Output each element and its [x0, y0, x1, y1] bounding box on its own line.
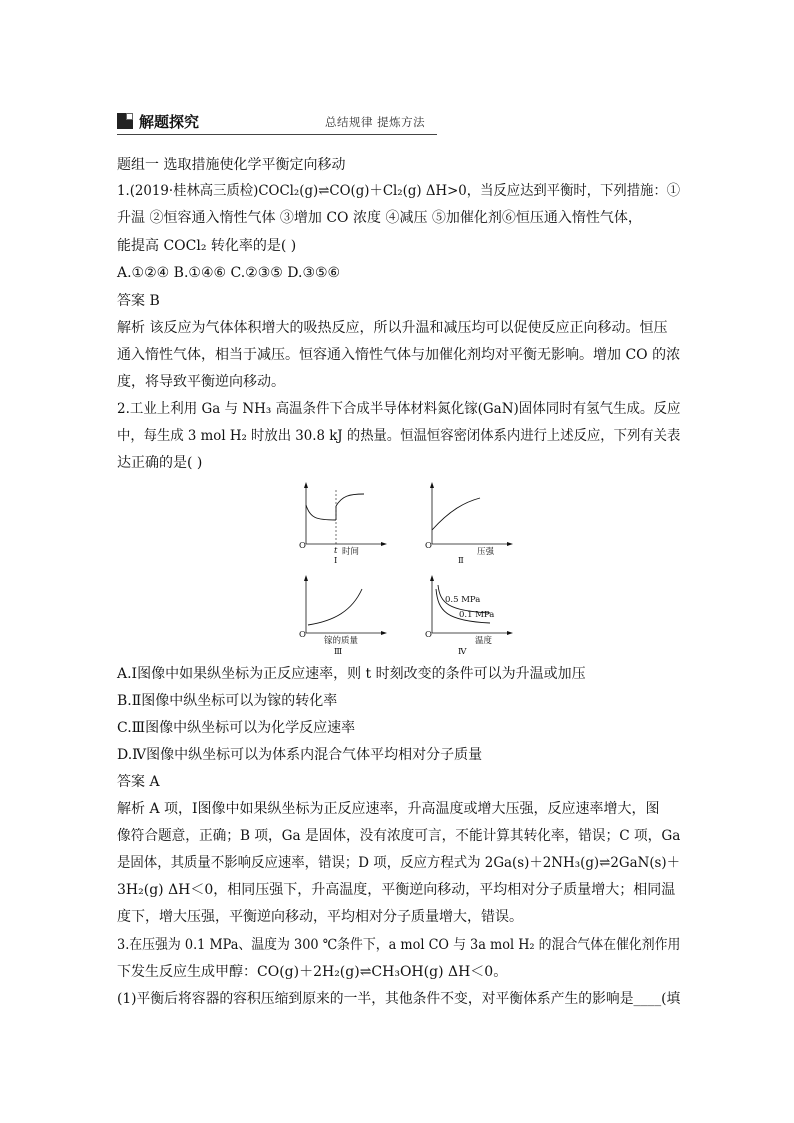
section-title: 解题探究: [139, 113, 200, 131]
section-square-icon: [117, 113, 133, 129]
q1-line-1: 1.(2019·桂林高三质检)COCl₂(g)⇌CO(g)＋Cl₂(g) ΔH>0，当反应达到平衡时，下列措施：①: [117, 183, 681, 199]
q2-option-d: D.Ⅳ图像中纵坐标可以为体系内混合气体平均相对分子质量: [117, 747, 483, 763]
q3-line-2: 下发生反应生成甲醇：CO(g)＋2H₂(g)⇌CH₃OH(g) ΔH＜0。: [117, 964, 508, 980]
q1-options: A.①②④ B.①④⑥ C.②③⑤ D.③⑤⑥: [117, 265, 341, 281]
f4-num: Ⅳ: [458, 647, 467, 657]
figure-4: [420, 573, 520, 662]
f1-x-arrow: [381, 542, 387, 546]
q2-option-b: B.Ⅱ图像中纵坐标可以为镓的转化率: [117, 693, 338, 709]
q2-line-3: 达正确的是( ): [117, 455, 203, 471]
q2-analysis-2: 像符合题意，正确；B 项，Ga 是固体，没有浓度可言，不能计算其转化率，错误；C 项，Ga: [117, 828, 681, 844]
q1-answer: 答案 B: [117, 293, 160, 309]
f2-x-arrow: [507, 542, 513, 546]
q1-analysis-3: 度，将导致平衡逆向移动。: [117, 374, 285, 390]
q1-analysis-1: 解析 该反应为气体体积增大的吸热反应，所以升温和减压均可以促使反应正向移动。恒压: [117, 320, 668, 336]
q2-analysis-1: 解析 A 项，Ⅰ图像中如果纵坐标为正反应速率，升高温度或增大压强，反应速率增大，图: [117, 801, 660, 817]
f3-y-arrow: [304, 575, 308, 581]
f1-t: t: [334, 546, 338, 556]
f2-num: Ⅱ: [458, 556, 464, 566]
f4-x-arrow: [507, 631, 513, 635]
f2-curve: [432, 498, 480, 530]
f4-y-arrow: [430, 575, 434, 581]
q2-line-2: 中，每生成 3 mol H₂ 时放出 30.8 kJ 的热量。恒温恒容密闭体系内进行上述反应，下列有关表: [117, 428, 681, 444]
f2-origin: O: [425, 541, 432, 551]
q2-option-c: C.Ⅲ图像中纵坐标可以为化学反应速率: [117, 720, 356, 736]
f3-xlabel: 镓的质量: [324, 636, 359, 646]
figure-1: [294, 480, 394, 569]
figure-3: [294, 573, 394, 662]
group-heading: 题组一 选取措施使化学平衡定向移动: [117, 157, 346, 173]
f1-num: Ⅰ: [334, 556, 338, 566]
q2-line-1: 2.工业上利用 Ga 与 NH₃ 高温条件下合成半导体材料氮化镓(GaN)固体同时有氢气生成。反应: [117, 401, 681, 417]
f3-x-arrow: [381, 631, 387, 635]
q1-line-2: 升温 ②恒容通入惰性气体 ③增加 CO 浓度 ④减压 ⑤加催化剂⑥恒压通入惰性气体，: [117, 210, 642, 226]
f4-label-01: 0.1 MPa: [459, 610, 495, 620]
q3-line-3: (1)平衡后将容器的容积压缩到原来的一半，其他条件不变，对平衡体系产生的影响是____(填: [117, 991, 681, 1007]
f3-num: Ⅲ: [334, 647, 343, 657]
q2-analysis-4: 3H₂(g) ΔH＜0，相同压强下，升高温度，平衡逆向移动，平均相对分子质量增大；相同温: [117, 882, 676, 898]
f2-y-arrow: [430, 482, 434, 488]
q2-analysis-3: 是固体，其质量不影响反应速率，错误；D 项，反应方程式为 2Ga(s)＋2NH₃(g)⇌2GaN(s)＋: [117, 855, 681, 871]
f1-curve-before: [306, 505, 336, 520]
f4-origin: O: [425, 630, 432, 640]
q1-line-3: 能提高 COCl₂ 转化率的是( ): [117, 238, 297, 254]
q2-answer: 答案 A: [117, 774, 160, 790]
section-rule: [117, 134, 437, 135]
f1-xlabel: 时间: [342, 547, 360, 557]
figure-2: [420, 480, 520, 569]
f3-curve: [308, 589, 362, 625]
q1-analysis-2: 通入惰性气体，相当于减压。恒容通入惰性气体与加催化剂均对平衡无影响。增加 CO 的浓: [117, 347, 681, 363]
section-header: [117, 110, 437, 134]
q3-line-1: 3.在压强为 0.1 MPa、温度为 300 ℃条件下，a mol CO 与 3a mol H₂ 的混合气体在催化剂作用: [117, 937, 681, 953]
q2-option-a: A.Ⅰ图像中如果纵坐标为正反应速率，则 t 时刻改变的条件可以为升温或加压: [117, 666, 586, 682]
f4-label-05: 0.5 MPa: [445, 595, 481, 605]
section-subtitle: 总结规律 提炼方法: [325, 115, 426, 129]
f1-curve-after: [336, 494, 364, 506]
f2-xlabel: 压强: [477, 547, 495, 557]
f1-origin: O: [299, 541, 306, 551]
f1-y-arrow: [304, 482, 308, 488]
f4-xlabel: 温度: [475, 636, 493, 646]
q2-analysis-5: 度下，增大压强，平衡逆向移动，平均相对分子质量增大，错误。: [117, 909, 523, 925]
f3-origin: O: [299, 630, 306, 640]
